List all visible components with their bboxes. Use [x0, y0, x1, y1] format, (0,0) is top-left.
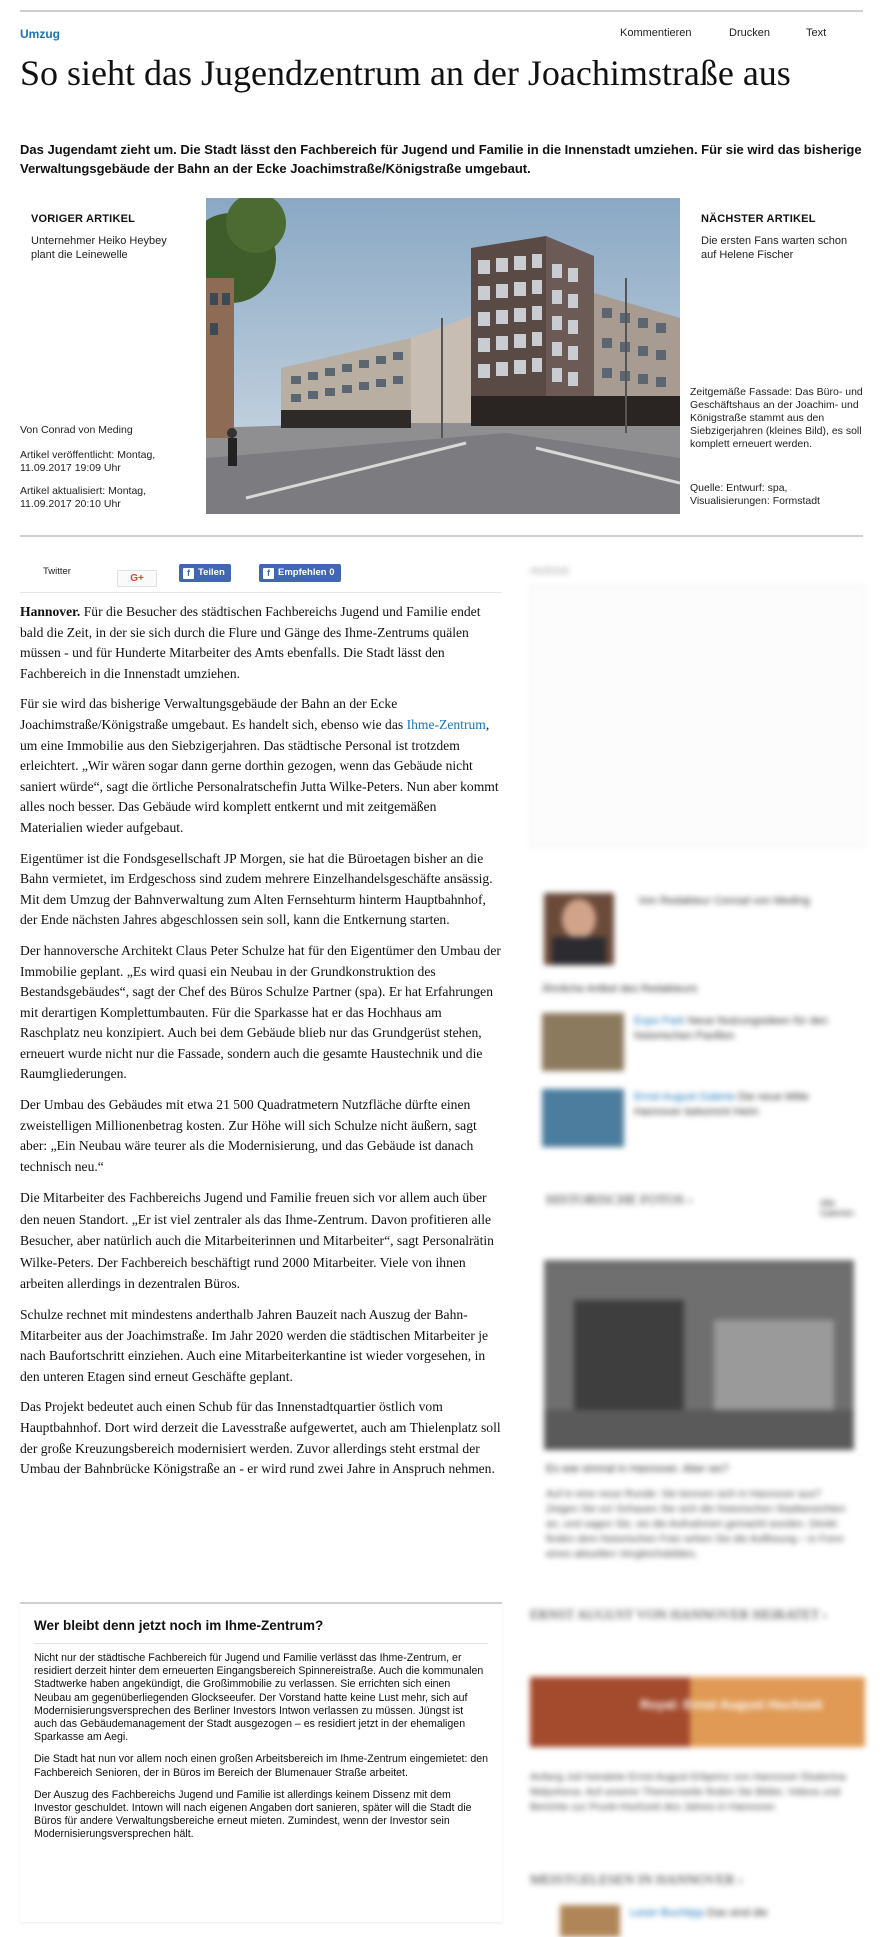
- comment-link[interactable]: Kommentieren: [620, 27, 692, 39]
- gallery-more-link[interactable]: Alle Galerien: [820, 1198, 855, 1218]
- article-paragraph: Der Umbau des Gebäudes mit etwa 21 500 Quadratmetern Nutzfläche dürfte einen zweistelligen Millionenbetrag kosten. Zur Höhe will sich Schulze nicht äußern, sagt aber: „Ein Neubau wäre teurer als die Modernisierung, und das Gebäude ist danach technisch neu.“: [20, 1097, 477, 1174]
- image-caption: Zeitgemäße Fassade: Das Büro- und Geschäftshaus an der Joachim- und Königstraße stammt aus den Siebzigerjahren (kleines Bild), es soll komplett erneuert werden.: [690, 386, 863, 450]
- gplus-share-button[interactable]: G+: [117, 570, 157, 587]
- gallery-title[interactable]: HISTORISCHE FOTOS ›: [546, 1193, 693, 1208]
- facebook-share-button[interactable]: [179, 564, 231, 582]
- infobox-paragraph: Die Stadt hat nun vor allem noch einen großen Arbeitsbereich im Ihme-Zentrum eingemietet: den Fachbereich Senioren, der in Büros im Bereich der Blumenauer Straße arbeitet.: [34, 1753, 489, 1779]
- article-paragraph: Eigentümer ist die Fondsgesellschaft JP Morgen, sie hat die Büroetagen bisher an die Bahn vermietet, im Erdgeschoss sind zudem mehrere Einzelhandelsgeschäfte ansässig. Mit dem Umzug der Bahnverwaltung zum Alten Fernsehturm hinterm Hauptbahnhof, der Ende nächsten Jahres abgeschlossen sein soll, kann die Entkernung starten.: [20, 850, 493, 928]
- related-label: Ähnliche Artikel des Redakteurs: [542, 983, 698, 995]
- article-body: [20, 602, 502, 1490]
- paragraph-text: , um eine Immobilie aus den Siebzigerjahren. Das städtische Personal ist trotzdem erleichtert. „Wir wären sogar dann gerne dorthin gezogen, wenn das Gebäude nicht saniert würde“, sagt die örtliche Personalratschefin Jutta Wilke-Peters. Nun aber kommt alles noch besser. Das Gebäude wird komplett entkernt und mit zeitgemäßen Materialien wieder aufgebaut.: [20, 716, 499, 835]
- published-date: Artikel veröffentlicht: Montag, 11.09.2017 19:09 Uhr: [20, 449, 156, 474]
- article-paragraph: Der hannoversche Architekt Claus Peter Schulze hat für den Eigentümer den Umbau der Immobilie geplant. „Es wird quasi ein Neubau in der Grundkonstruktion des Bestandsgebäudes“, sagt der Chef des Büros Schulze Partner (spa). Er hat Erfahrungen mit derartigen Komplettumbauten. Für die Sparkasse hat er das Hochhaus am Raschplatz neu konzipiert. Auch bei dem Gebäude blieb nur das Grundgerüst stehen, erneuert wurde nicht nur die Fassade, sondern auch die gesamte Haustechnik und die Raumgliederungen.: [20, 942, 501, 1082]
- text-size-link[interactable]: Text: [806, 27, 827, 39]
- sidebar: [530, 565, 865, 1937]
- article-lead: Das Jugendamt zieht um. Die Stadt lässt den Fachbereich für Jugend und Familie in die Innenstadt umziehen. Für sie wird das bisherige Verwaltungsgebäude der Bahn an der Ecke Joachimstraße/Königstraße umgebaut.: [20, 142, 862, 176]
- related-item[interactable]: [634, 1090, 859, 1120]
- sidebar-author: Von Redakteur Conrad von Meding: [638, 895, 810, 907]
- article-paragraph: Die Mitarbeiter des Fachbereichs Jugend und Familie freuen sich vor allem auch über den neuen Standort. „Er ist viel zentraler als das Ihme-Zentrum. Davon profitieren alle Besucher, aber natürlich auch die Mitarbeiterinnen und Mitarbeiter“, sagt Personalrätin Wilke-Peters. Der Fachbereich beschäftigt rund 2000 Mitarbeiter. Viele von ihnen arbeiten allerdings in dezentralen Büros.: [20, 1190, 494, 1292]
- related-link[interactable]: Expo Park: [634, 1015, 685, 1027]
- infobox-title: Wer bleibt denn jetzt noch im Ihme-Zentrum?: [34, 1618, 324, 1633]
- section-label[interactable]: Umzug: [20, 27, 60, 41]
- share-divider: [20, 592, 502, 593]
- paragraph-text: Für die Besucher des städtischen Fachbereichs Jugend und Familie endet bald die Zeit, in der sie sich durch die Flure und Gänge des Ihme-Zentrums quälen müssen - und für Hunderte Mitarbeiter des Amts ebenfalls. Die Stadt lässt den Fachbereich in die Innenstadt umziehen.: [20, 604, 481, 681]
- related-text: Neue Nutzungsideen für den historischen Pavillon: [634, 1015, 828, 1042]
- gallery-photo[interactable]: [544, 1260, 854, 1450]
- related-item[interactable]: [634, 1014, 859, 1044]
- related-link[interactable]: Ernst August Galerie: [634, 1091, 735, 1103]
- infobox: [20, 1602, 502, 1922]
- related-thumb[interactable]: [542, 1013, 624, 1071]
- article-paragraph: [20, 602, 502, 684]
- royal-title[interactable]: ERNST AUGUST VON HANNOVER HEIRATET ›: [530, 1608, 828, 1623]
- related-text: Die neue Mitte Hannover bekommt Heim: [634, 1091, 809, 1118]
- twitter-share-button[interactable]: Twitter: [43, 566, 71, 577]
- facebook-icon: f: [263, 568, 274, 579]
- royal-banner[interactable]: [530, 1677, 865, 1747]
- next-article-link[interactable]: Die ersten Fans warten schon auf Helene Fischer: [701, 235, 848, 261]
- paragraph-text: Für sie wird das bisherige Verwaltungsgebäude der Bahn an der Ecke Joachimstraße/Königstraße umgebaut. Es handelt sich, ebenso wie das: [20, 696, 407, 732]
- royal-banner-text: Royal: Ernst August Hochzeit: [640, 1697, 823, 1712]
- hero-image[interactable]: [206, 198, 680, 514]
- infobox-paragraph: Der Auszug des Fachbereichs Jugend und Familie ist allerdings keinem Dissenz mit dem Investor geschuldet. Intown will nach eigenen Angaben dort sanieren, später will die Stadt die Büros für andere Verwaltungsbereiche erneut mieten. Zumindest, wenn der Investor sein Modernisierungsversprechen hält.: [34, 1788, 472, 1841]
- article-paragraph: Schulze rechnet mit mindestens anderthalb Jahren Bauzeit nach Auszug der Bahn-Mitarbeiter aus der Joachimstraße. Im Jahr 2020 werden die städtischen Mitarbeiter je nach Baufortschritt einziehen. Auch eine Mitarbeiterkantine ist wieder vorgesehen, in den unteren Etagen sind erneut Geschäfte geplant.: [20, 1306, 489, 1384]
- image-source: Quelle: Entwurf: spa, Visualisierungen: Formstadt: [690, 482, 820, 507]
- dateline: Hannover.: [20, 604, 81, 619]
- page-title: So sieht das Jugendzentrum an der Joachimstraße aus: [20, 53, 791, 93]
- ad-slot[interactable]: [530, 585, 865, 847]
- infobox-paragraph: Nicht nur der städtische Fachbereich für Jugend und Familie verlässt das Ihme-Zentrum, er residiert derzeit hinter dem erneuerten Eingangsbereich Spinnereistraße. Auch die kommunalen Stadtwerke haben angekündigt, die Großimmobilie zu verlassen. Sie errichten sich einen Neubau am gegenüberliegenden Glockseeufer. Der Vorstand hatte keine Lust mehr, sich auf Modernisierungsversprechen des Berliner Investors Intwon verlassen zu müssen. Jüngst ist auch das Gebäudemanagement der Stadt ausgezogen – es residiert jetzt in der ehemaligen Sparkasse am Aegi.: [34, 1652, 484, 1744]
- article-paragraph: [20, 694, 502, 838]
- updated-date: Artikel aktualisiert: Montag, 11.09.2017 20:10 Uhr: [20, 485, 147, 510]
- mostread-item[interactable]: [630, 1907, 768, 1919]
- gallery-text: Auf in eine neue Runde: Sie kennen sich in Hannover aus? Zeigen Sie es! Schauen Sie sich die historischen Stadtansichten an, und sagen Sie, wo die Aufnahmen gemacht wurden. Direkt finden dem historischen Foto sehen Sie die Auflösung – in Form eines aktuellen Vergleichsbildes.: [546, 1488, 846, 1560]
- mostread-text: Das sind die: [704, 1907, 768, 1919]
- infobox-rule: [34, 1643, 488, 1644]
- author-photo: [544, 893, 614, 965]
- top-rule: [20, 10, 863, 12]
- facebook-share-label: Teilen: [198, 567, 225, 578]
- facebook-recommend-button[interactable]: [259, 564, 341, 582]
- prev-article-link[interactable]: Unternehmer Heiko Heybey plant die Leinewelle: [31, 235, 167, 261]
- related-thumb[interactable]: [542, 1089, 624, 1147]
- mostread-thumb[interactable]: [560, 1905, 620, 1937]
- facebook-icon: f: [183, 568, 194, 579]
- royal-text: Anfang Juli heiratete Ernst August Erbprinz von Hannover Ekaterina Malysheva. Auf unserer Themenseite finden Sie Bilder, Videos und Berichte zur Prunk-Hochzeit des Jahres in Hannover.: [530, 1771, 846, 1813]
- mostread-link[interactable]: Leser-Buchtipp: [630, 1907, 704, 1919]
- building-visualization: [206, 198, 680, 514]
- prev-article-label: VORIGER ARTIKEL: [31, 213, 136, 225]
- article-paragraph: Das Projekt bedeutet auch einen Schub für das Innenstadtquartier östlich vom Hauptbahnhof. Dort wird derzeit die Lavesstraße aufgewertet, auch am Thielenplatz soll der große Kreuzungsbereich modernisiert werden. Zuvor allerdings steht erstmal der Umbau der Bahnbrücke Königstraße an - er wird rund zwei Jahre in Anspruch nehmen.: [20, 1399, 501, 1477]
- print-link[interactable]: Drucken: [729, 27, 770, 39]
- mostread-title[interactable]: MEISTGELESEN IN HANNOVER ›: [530, 1873, 743, 1888]
- author: Von Conrad von Meding: [20, 424, 133, 436]
- next-article-label: NÄCHSTER ARTIKEL: [701, 213, 816, 225]
- facebook-recommend-label: Empfehlen 0: [278, 567, 335, 578]
- gallery-caption: Es war einmal in Hannover. Aber wo?: [546, 1463, 729, 1475]
- header-divider: [20, 535, 863, 537]
- ad-label: ANZEIGE: [530, 566, 570, 576]
- ihme-zentrum-link[interactable]: Ihme-Zentrum: [406, 716, 486, 732]
